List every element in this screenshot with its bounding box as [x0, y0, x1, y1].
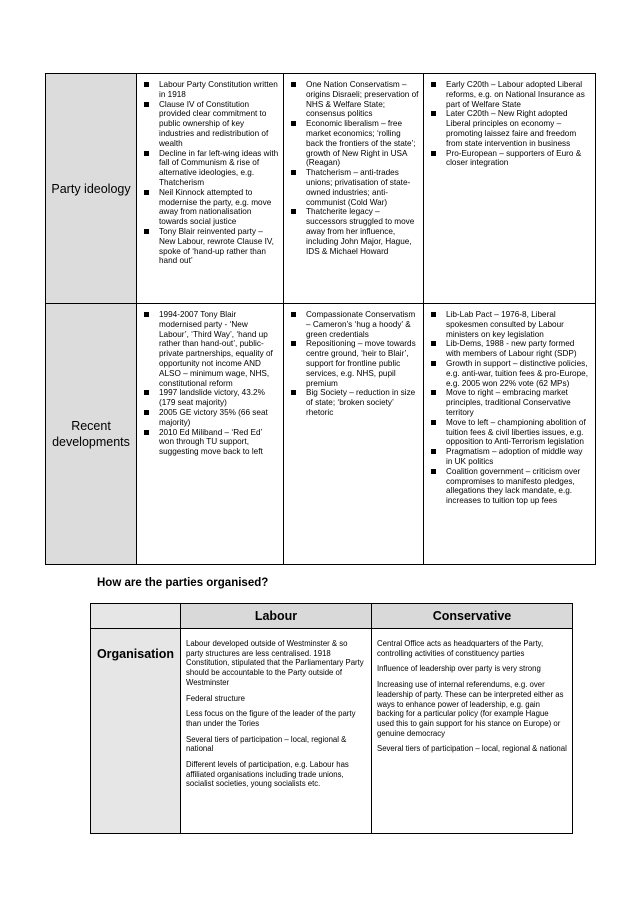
bullet-item: Later C20th – New Right adopted Liberal principles on economy – promoting laissez faire and freedom from state intervention in business [446, 109, 591, 148]
bullet-item: Big Society – reduction in size of state; ‘broken society’ rhetoric [306, 388, 419, 417]
conservative-cell [284, 74, 424, 304]
organisation-row [91, 629, 573, 834]
paragraph: Increasing use of internal referendums, e.g. over leadership of party. These can be interpreted either as ways to enhance power of leadership, e.g. gain backing for a particular policy (for example Hague used this to gain support for his stance on Europe) or genuine democracy [377, 680, 564, 738]
organisation-table [90, 603, 573, 834]
paragraph: Influence of leadership over party is very strong [377, 664, 541, 674]
bullet-item: Lib-Lab Pact – 1976-8, Liberal spokesmen consulted by Labour ministers on key legislation [446, 310, 591, 339]
header-labour: Labour [181, 604, 372, 629]
paragraph: Central Office acts as headquarters of the Party, controlling activities of constituency parties [377, 639, 544, 658]
bullet-item: One Nation Conservatism – origins Disraeli; preservation of NHS & Welfare State; consensus politics [306, 80, 419, 119]
bullet-item: Coalition government – criticism over compromises to manifesto pledges, allegations they lack mandate, e.g. increases to tuition top up fees [446, 467, 591, 506]
paragraph: Labour developed outside of Westminster & so party structures are less centralised. 1918 Constitution, stipulated that the Parliamentary Party should be accountable to the Party outside of Westminster [186, 639, 364, 687]
row-party-ideology [46, 74, 596, 304]
bullet-item: Labour Party Constitution written in 1918 [159, 80, 278, 99]
bullet-item: Tony Blair reinvented party – New Labour, rewrote Clause IV, spoke of ‘hand-up rather than hand out’ [159, 227, 279, 266]
row-label: Organisation [91, 629, 181, 834]
ideology-table [45, 73, 596, 565]
bullet-item: Compassionate Conservatism – Cameron’s ‘hug a hoody’ & green credentials [306, 310, 419, 339]
header-conservative: Conservative [372, 604, 573, 629]
liberal-cell [424, 304, 596, 565]
header-blank [91, 604, 181, 629]
liberal-cell [424, 74, 596, 304]
bullet-item: Thatcherism – anti-trades unions; privatisation of state-owned industries; anti-communist (Cold War) [306, 168, 419, 207]
bullet-item: Pro-European – supporters of Euro & closer integration [446, 149, 591, 169]
labour-organisation-cell [181, 629, 372, 834]
paragraph: Several tiers of participation – local, regional & national [377, 744, 567, 754]
header-row [91, 604, 573, 629]
bullet-item: Lib-Dems, 1988 - new party formed with members of Labour right (SDP) [446, 339, 591, 359]
paragraph: Federal structure [186, 693, 245, 703]
bullet-item: Growth in support – distinctive policies, e.g. anti-war, tuition fees & pro-Europe, e.g. 2005 won 22% vote (62 MPs) [446, 359, 591, 388]
conservative-cell [284, 304, 424, 565]
labour-cell [137, 74, 284, 304]
bullet-item: 1994-2007 Tony Blair modernised party - ‘New Labour’, ‘Third Way’, ‘hand up rather than hand-out’, public-private partnerships, equality of opportunity not income AND ALSO – minimum wage, NHS, constitutional reform [159, 310, 279, 388]
bullet-item: Economic liberalism – free market economics; ‘rolling back the frontiers of the state’; growth of New Right in USA (Reagan) [306, 119, 419, 168]
paragraph: Less focus on the figure of the leader of the party than under the Tories [186, 709, 356, 728]
bullet-item: Thatcherite legacy – successors struggled to move away from her influence, including John Major, Hague, IDS & Michael Howard [306, 207, 419, 256]
bullet-item: Move to left – championing abolition of tuition fees & civil liberties issues, e.g. opposition to Anti-Terrorism legislation [446, 418, 591, 447]
conservative-organisation-cell [372, 629, 573, 834]
row-label: Party ideology [46, 74, 137, 304]
bullet-item: 2010 Ed Miliband – ‘Red Ed’ won through TU support, suggesting move back to left [159, 428, 279, 457]
bullet-item: Repositioning – move towards centre ground, ‘heir to Blair’, support for frontline public services, e.g. NHS, pupil premium [306, 339, 419, 388]
paragraph: Several tiers of participation – local, regional & national [186, 734, 347, 754]
bullet-item: Neil Kinnock attempted to modernise the party, e.g. move away from nationalisation towards social justice [159, 188, 279, 227]
bullet-item: 2005 GE victory 35% (66 seat majority) [159, 408, 279, 428]
bullet-item: Move to right – embracing market principles, traditional Conservative territory [446, 388, 591, 417]
bullet-item: Clause IV of Constitution provided clear commitment to public ownership of key industries and redistribution of wealth [159, 100, 279, 149]
bullet-item: Pragmatism – adoption of middle way in UK politics [446, 447, 591, 467]
bullet-item: 1997 landslide victory, 43.2% (179 seat majority) [159, 388, 279, 408]
row-recent-developments [46, 304, 596, 565]
bullet-item: Early C20th – Labour adopted Liberal reforms, e.g. on National Insurance as part of Welfare State [446, 80, 591, 109]
bullet-item: Decline in far left-wing ideas with fall of Communism & rise of alternative ideologies, e.g. Thatcherism [159, 148, 279, 187]
labour-cell [137, 304, 284, 565]
paragraph: Different levels of participation, e.g. Labour has affiliated organisations including trade unions, socialist societies, young socialists etc. [186, 760, 349, 789]
row-label: Recent developments [46, 304, 137, 565]
section-heading: How are the parties organised? [97, 577, 269, 589]
